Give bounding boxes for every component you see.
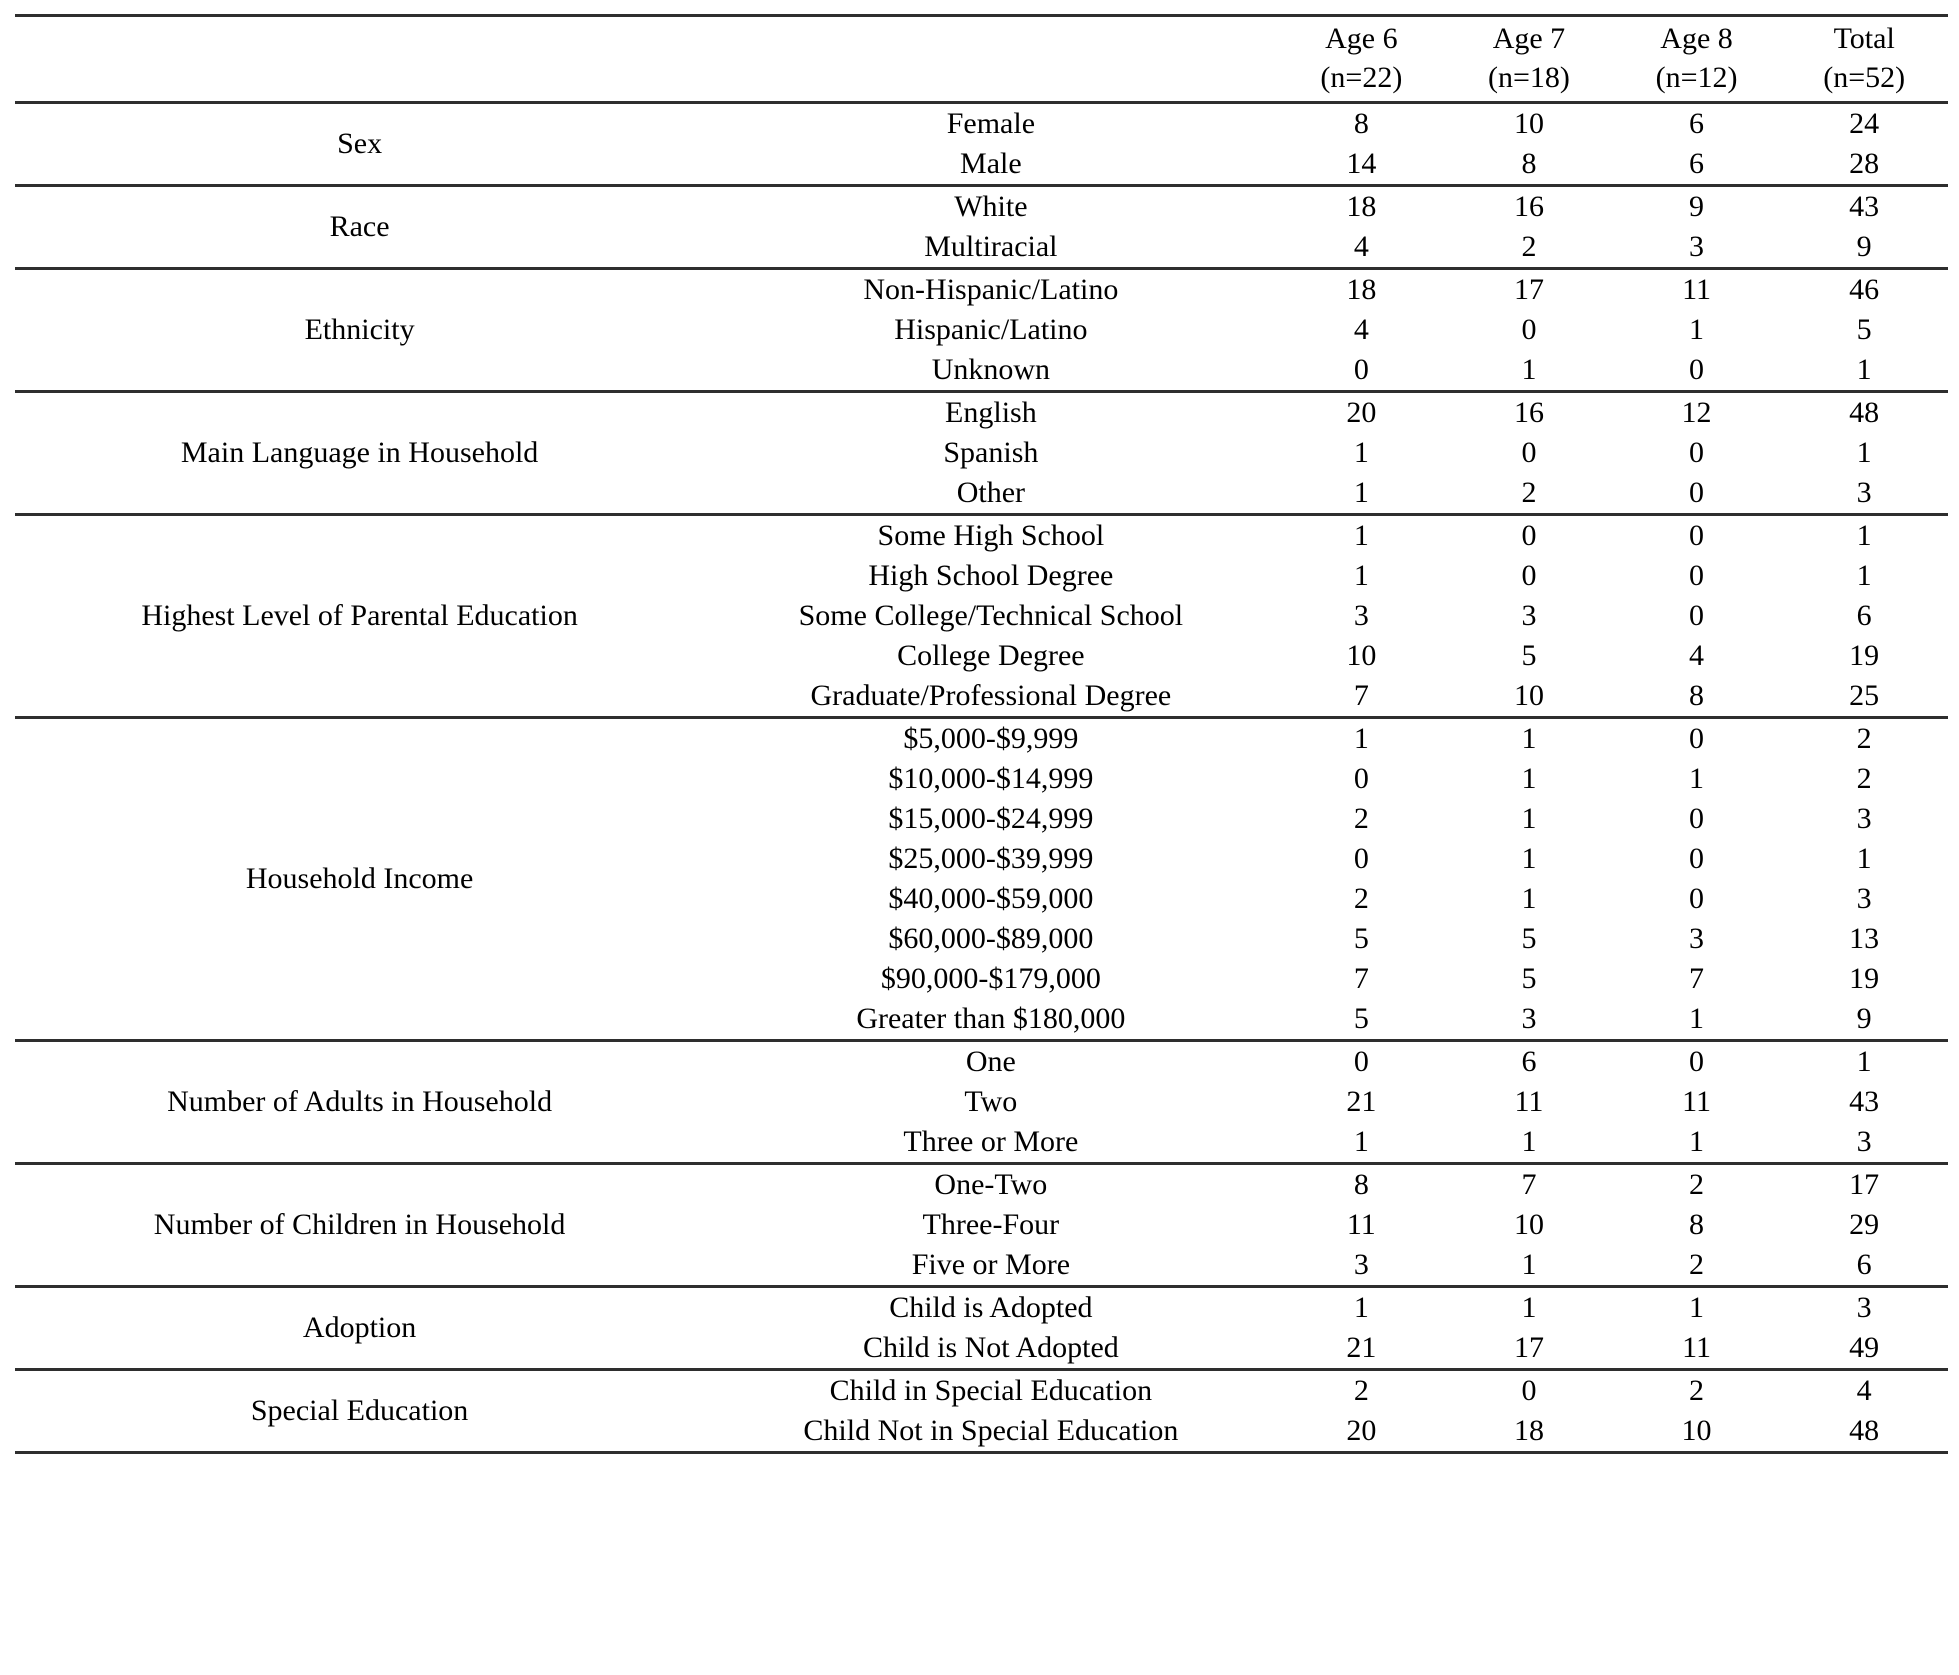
value-cell: 0 [1353, 841, 1369, 875]
value-cell: 10 [1681, 1413, 1712, 1447]
column-header-label: Age 7 [1492, 22, 1566, 55]
value-cell: 0 [1521, 558, 1537, 592]
value-cell: 25 [1849, 678, 1880, 712]
value-cell: 6 [1856, 598, 1872, 632]
value-cell: 1 [1445, 718, 1613, 760]
value-cell: 20 [1278, 392, 1446, 434]
value-cell: 6 [1689, 146, 1705, 180]
table-row [15, 1287, 1948, 1329]
level-label: $10,000-$14,999 [888, 761, 1094, 795]
value-cell: 1 [1353, 558, 1369, 592]
value-cell: 10 [1513, 678, 1544, 712]
value-cell: 10 [1513, 1207, 1544, 1241]
table-row [15, 718, 1948, 760]
value-cell: 3 [1856, 801, 1872, 835]
value-cell: 2 [1689, 1247, 1705, 1281]
group-label: Number of Children in Household [15, 1164, 704, 1287]
value-cell: 1 [1856, 841, 1872, 875]
value-cell: 3 [1780, 1287, 1948, 1329]
level-label: Non-Hispanic/Latino [704, 269, 1277, 311]
value-cell: 29 [1849, 1207, 1880, 1241]
value-cell: 1 [1521, 801, 1537, 835]
value-cell: 3 [1353, 598, 1369, 632]
level-label: Male [960, 146, 1022, 180]
value-cell: 1 [1521, 352, 1537, 386]
value-cell: 1 [1521, 881, 1537, 915]
value-cell: 49 [1849, 1330, 1880, 1364]
table-row [15, 515, 1948, 557]
value-cell: 43 [1780, 186, 1948, 228]
value-cell: 8 [1278, 103, 1446, 145]
value-cell: 2 [1856, 761, 1872, 795]
value-cell: 18 [1513, 1413, 1544, 1447]
group-label: Sex [15, 103, 704, 186]
table-row [15, 103, 1948, 145]
level-label: Child Not in Special Education [803, 1413, 1179, 1447]
value-cell: 48 [1849, 1413, 1880, 1447]
value-cell: 16 [1445, 186, 1613, 228]
value-cell: 3 [1689, 921, 1705, 955]
value-cell: 1 [1353, 1124, 1369, 1158]
value-cell: 0 [1689, 352, 1705, 386]
column-header-sub: (n=22) [1320, 61, 1403, 94]
group-label: Main Language in Household [15, 392, 704, 515]
level-label: Five or More [911, 1247, 1071, 1281]
value-cell: 1 [1689, 761, 1705, 795]
value-cell: 0 [1613, 1041, 1781, 1083]
value-cell: 46 [1780, 269, 1948, 311]
value-cell: 7 [1445, 1164, 1613, 1206]
value-cell: 20 [1346, 1413, 1377, 1447]
value-cell: 5 [1856, 312, 1872, 346]
value-cell: 1 [1689, 1124, 1705, 1158]
column-header-sub: (n=18) [1488, 61, 1570, 94]
table-row [15, 392, 1948, 434]
value-cell: 2 [1353, 881, 1369, 915]
bottom-rule-cell [15, 1453, 1948, 1475]
value-cell: 1 [1856, 352, 1872, 386]
value-cell: 0 [1521, 312, 1537, 346]
level-label: $60,000-$89,000 [888, 921, 1094, 955]
value-cell: 9 [1613, 186, 1781, 228]
value-cell: 0 [1445, 1370, 1613, 1412]
level-label: Greater than $180,000 [856, 1001, 1126, 1035]
level-label: $90,000-$179,000 [880, 961, 1101, 995]
level-label: Hispanic/Latino [894, 312, 1088, 346]
value-cell: 17 [1780, 1164, 1948, 1206]
value-cell: 5 [1521, 961, 1537, 995]
value-cell: 0 [1613, 515, 1781, 557]
value-cell: 19 [1849, 638, 1880, 672]
value-cell: 2 [1613, 1370, 1781, 1412]
header-blank-group [15, 16, 704, 103]
table-row [15, 269, 1948, 311]
value-cell: 3 [1856, 475, 1872, 509]
value-cell: 0 [1353, 352, 1369, 386]
header-blank-level [704, 16, 1277, 103]
value-cell: 1 [1353, 435, 1369, 469]
value-cell: 5 [1353, 1001, 1369, 1035]
value-cell: 0 [1613, 718, 1781, 760]
value-cell: 18 [1278, 269, 1446, 311]
table-row [15, 1164, 1948, 1206]
column-header-sub: (n=52) [1823, 61, 1906, 94]
value-cell: 4 [1353, 229, 1369, 263]
value-cell: 5 [1353, 921, 1369, 955]
value-cell: 2 [1353, 801, 1369, 835]
column-header-3 [1780, 16, 1948, 103]
group-label: Special Education [15, 1370, 704, 1453]
value-cell: 1 [1445, 1287, 1613, 1329]
value-cell: 8 [1278, 1164, 1446, 1206]
level-label: Other [956, 475, 1026, 509]
value-cell: 17 [1445, 269, 1613, 311]
value-cell: 0 [1353, 761, 1369, 795]
value-cell: 24 [1780, 103, 1948, 145]
group-label: Household Income [15, 718, 704, 1041]
value-cell: 5 [1521, 921, 1537, 955]
value-cell: 12 [1613, 392, 1781, 434]
value-cell: 1 [1278, 1287, 1446, 1329]
value-cell: 7 [1353, 961, 1369, 995]
level-label: Three-Four [922, 1207, 1060, 1241]
value-cell: 2 [1278, 1370, 1446, 1412]
value-cell: 21 [1346, 1330, 1377, 1364]
value-cell: 6 [1856, 1247, 1872, 1281]
value-cell: 1 [1278, 515, 1446, 557]
value-cell: 2 [1613, 1164, 1781, 1206]
value-cell: 11 [1346, 1207, 1376, 1241]
value-cell: 1 [1521, 841, 1537, 875]
table-row [15, 1370, 1948, 1412]
value-cell: 6 [1445, 1041, 1613, 1083]
level-label: Unknown [931, 352, 1051, 386]
value-cell: 7 [1353, 678, 1369, 712]
level-label: Some College/Technical School [798, 598, 1184, 632]
level-label: $40,000-$59,000 [888, 881, 1094, 915]
level-label: $5,000-$9,999 [704, 718, 1277, 760]
level-label: Spanish [943, 435, 1039, 469]
column-header-label: Age 6 [1325, 22, 1398, 55]
table-body [15, 16, 1948, 1475]
column-header-label: Total [1833, 22, 1895, 55]
level-label: Some High School [704, 515, 1277, 557]
group-label: Adoption [15, 1287, 704, 1370]
value-cell: 3 [1856, 1124, 1872, 1158]
value-cell: 18 [1278, 186, 1446, 228]
column-header-label: Age 8 [1660, 22, 1733, 55]
value-cell: 1 [1278, 718, 1446, 760]
level-label: One [704, 1041, 1277, 1083]
value-cell: 0 [1278, 1041, 1446, 1083]
level-label: Female [704, 103, 1277, 145]
value-cell: 3 [1689, 229, 1705, 263]
value-cell: 0 [1689, 841, 1705, 875]
value-cell: 8 [1689, 678, 1705, 712]
value-cell: 3 [1353, 1247, 1369, 1281]
level-label: College Degree [897, 638, 1085, 672]
table-header-row [15, 16, 1948, 103]
value-cell: 8 [1521, 146, 1537, 180]
table-row [15, 1041, 1948, 1083]
value-cell: 19 [1849, 961, 1880, 995]
value-cell: 2 [1521, 229, 1537, 263]
value-cell: 8 [1689, 1207, 1705, 1241]
value-cell: 2 [1521, 475, 1537, 509]
value-cell: 43 [1849, 1084, 1880, 1118]
value-cell: 13 [1849, 921, 1880, 955]
level-label: Three or More [903, 1124, 1079, 1158]
level-label: $15,000-$24,999 [888, 801, 1094, 835]
value-cell: 2 [1780, 718, 1948, 760]
group-label: Highest Level of Parental Education [15, 515, 704, 718]
column-header-sub: (n=12) [1655, 61, 1738, 94]
value-cell: 1 [1521, 1247, 1537, 1281]
value-cell: 1 [1521, 1124, 1537, 1158]
level-label: English [704, 392, 1277, 434]
value-cell: 0 [1689, 558, 1705, 592]
value-cell: 1 [1780, 515, 1948, 557]
level-label: Child in Special Education [704, 1370, 1277, 1412]
level-label: Two [964, 1084, 1018, 1118]
value-cell: 48 [1780, 392, 1948, 434]
value-cell: 4 [1353, 312, 1369, 346]
value-cell: 3 [1521, 598, 1537, 632]
level-label: Multiracial [924, 229, 1058, 263]
value-cell: 3 [1521, 1001, 1537, 1035]
demographics-table [15, 14, 1948, 1474]
value-cell: 9 [1856, 1001, 1872, 1035]
value-cell: 5 [1521, 638, 1537, 672]
value-cell: 4 [1780, 1370, 1948, 1412]
level-label: One-Two [704, 1164, 1277, 1206]
value-cell: 3 [1856, 881, 1872, 915]
table-bottom-rule [15, 1453, 1948, 1475]
level-label: Child is Adopted [704, 1287, 1277, 1329]
value-cell: 11 [1682, 1084, 1711, 1118]
value-cell: 1 [1780, 1041, 1948, 1083]
value-cell: 1 [1856, 558, 1872, 592]
level-label: Graduate/Professional Degree [810, 678, 1172, 712]
value-cell: 16 [1445, 392, 1613, 434]
group-label: Ethnicity [15, 269, 704, 392]
value-cell: 1 [1856, 435, 1872, 469]
value-cell: 17 [1513, 1330, 1544, 1364]
level-label: White [704, 186, 1277, 228]
column-header-0 [1278, 16, 1446, 103]
level-label: High School Degree [868, 558, 1114, 592]
value-cell: 6 [1613, 103, 1781, 145]
value-cell: 14 [1346, 146, 1377, 180]
value-cell: 0 [1445, 515, 1613, 557]
column-header-1 [1445, 16, 1613, 103]
value-cell: 10 [1445, 103, 1613, 145]
value-cell: 9 [1856, 229, 1872, 263]
value-cell: 0 [1689, 801, 1705, 835]
value-cell: 11 [1514, 1084, 1544, 1118]
value-cell: 1 [1689, 1001, 1705, 1035]
value-cell: 0 [1521, 435, 1537, 469]
value-cell: 10 [1346, 638, 1377, 672]
value-cell: 28 [1849, 146, 1880, 180]
value-cell: 21 [1346, 1084, 1377, 1118]
value-cell: 11 [1682, 1330, 1711, 1364]
value-cell: 1 [1613, 1287, 1781, 1329]
value-cell: 0 [1689, 435, 1705, 469]
value-cell: 0 [1689, 881, 1705, 915]
value-cell: 1 [1689, 312, 1705, 346]
value-cell: 0 [1689, 598, 1705, 632]
level-label: Child is Not Adopted [862, 1330, 1119, 1364]
value-cell: 0 [1689, 475, 1705, 509]
value-cell: 11 [1613, 269, 1781, 311]
value-cell: 1 [1353, 475, 1369, 509]
value-cell: 1 [1521, 761, 1537, 795]
table-row [15, 186, 1948, 228]
value-cell: 7 [1689, 961, 1705, 995]
group-label: Number of Adults in Household [15, 1041, 704, 1164]
column-header-2 [1613, 16, 1781, 103]
group-label: Race [15, 186, 704, 269]
value-cell: 4 [1689, 638, 1705, 672]
level-label: $25,000-$39,999 [888, 841, 1094, 875]
